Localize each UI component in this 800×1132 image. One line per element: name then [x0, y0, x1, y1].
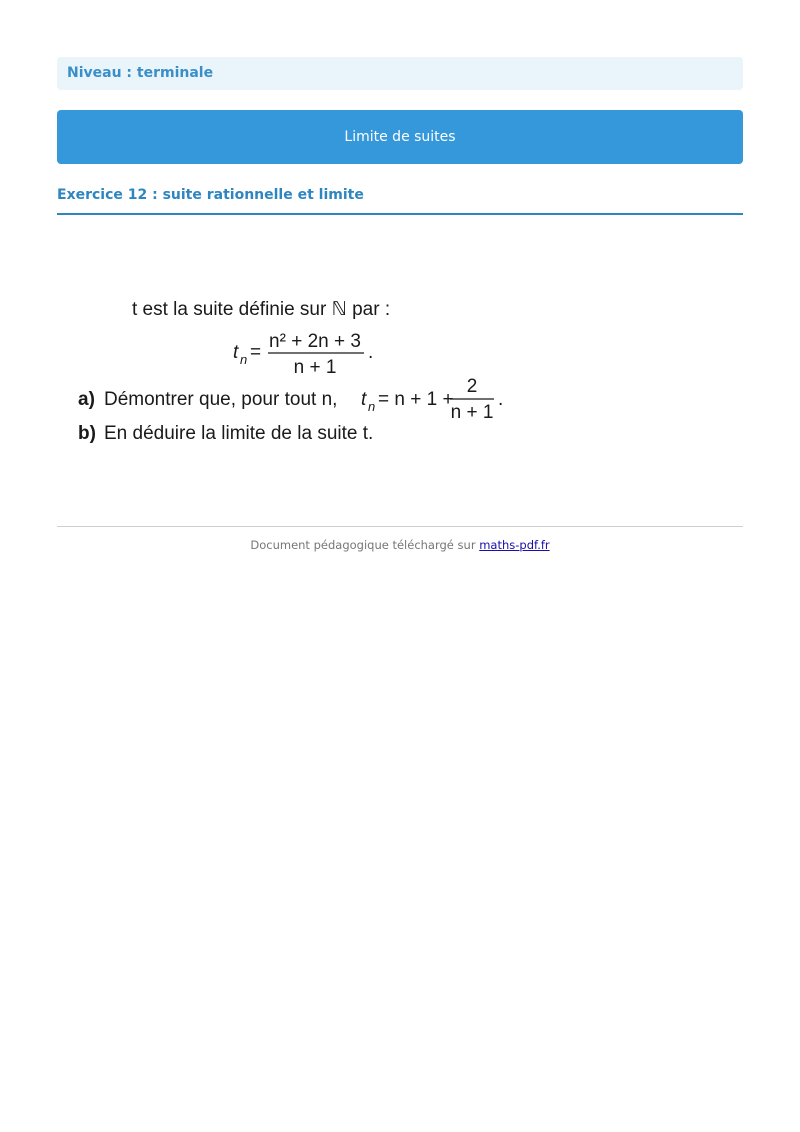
svg-text:t: t — [361, 389, 367, 410]
def-lhs: t — [233, 342, 239, 363]
part-a-formula: = n + 1 + — [378, 389, 454, 410]
svg-text:.: . — [498, 389, 504, 410]
def-denominator: n + 1 — [293, 357, 337, 378]
intro-text: t est la suite définie sur ℕ par : — [132, 299, 391, 320]
level-badge: Niveau : terminale — [57, 57, 743, 90]
footer-text: Document pédagogique téléchargé sur — [250, 538, 480, 552]
part-a-text: Démontrer que, pour tout n, — [104, 389, 338, 410]
part-b-text: En déduire la limite de la suite t. — [104, 423, 374, 444]
chapter-banner: Limite de suites — [57, 110, 743, 164]
footer-link[interactable]: maths-pdf.fr — [479, 538, 550, 552]
exercise-figure — [78, 290, 638, 450]
svg-text:n: n — [368, 399, 376, 414]
exercise-title: Exercice 12 : suite rationnelle et limite — [57, 185, 743, 215]
part-a-frac-num: 2 — [466, 376, 478, 397]
exercise-statement — [78, 290, 638, 450]
def-numerator: n² + 2n + 3 — [269, 331, 361, 352]
footer — [57, 538, 743, 552]
svg-text:=: = — [250, 342, 262, 363]
part-b-label: b) — [78, 423, 96, 444]
def-sub: n — [240, 352, 248, 367]
part-a-label: a) — [78, 389, 95, 410]
svg-text:.: . — [368, 342, 374, 363]
part-a-frac-den: n + 1 — [450, 402, 494, 423]
footer-divider — [57, 526, 743, 527]
